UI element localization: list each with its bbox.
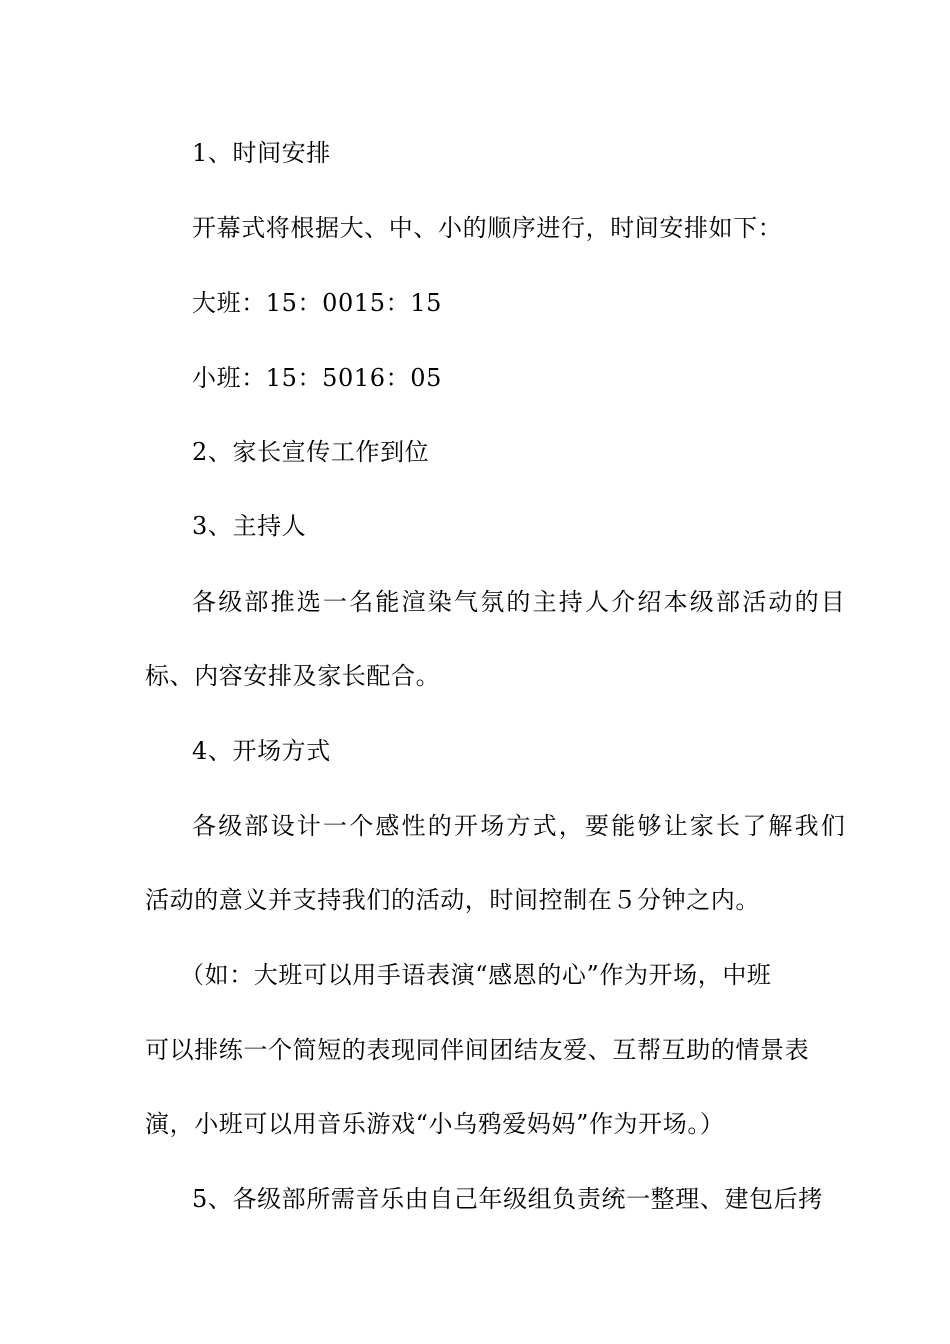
paragraph-line: 活动的意义并支持我们的活动，时间控制在５分钟之内。 (145, 886, 760, 914)
heading-host: 3、主持人 (192, 512, 307, 540)
schedule-big-class: 大班：15：0015：15 (192, 289, 442, 317)
paragraph-line: 各级部设计一个感性的开场方式，要能够让家长了解我们 (192, 812, 847, 840)
schedule-small-class: 小班：15：5016：05 (192, 364, 442, 392)
paragraph-line: 标、内容安排及家长配合。 (145, 662, 441, 690)
paragraph-line: 可以排练一个简短的表现同伴间团结友爱、互帮互助的情景表 (145, 1036, 810, 1064)
paragraph-line: 开幕式将根据大、中、小的顺序进行，时间安排如下： (192, 214, 783, 242)
paragraph-line: 演，小班可以用音乐游戏“小乌鸦爱妈妈”作为开场。） (145, 1110, 725, 1138)
heading-parent-publicity: 2、家长宣传工作到位 (192, 438, 430, 466)
heading-time-arrangement: 1、时间安排 (192, 139, 331, 167)
paragraph-line: （如：大班可以用手语表演“感恩的心”作为开场，中班 (180, 961, 772, 989)
paragraph-line: 各级部推选一名能渲染气氛的主持人介绍本级部活动的目 (192, 588, 847, 616)
heading-music: 5、各级部所需音乐由自己年级组负责统一整理、建包后拷 (192, 1185, 823, 1213)
heading-opening-method: 4、开场方式 (192, 737, 331, 765)
